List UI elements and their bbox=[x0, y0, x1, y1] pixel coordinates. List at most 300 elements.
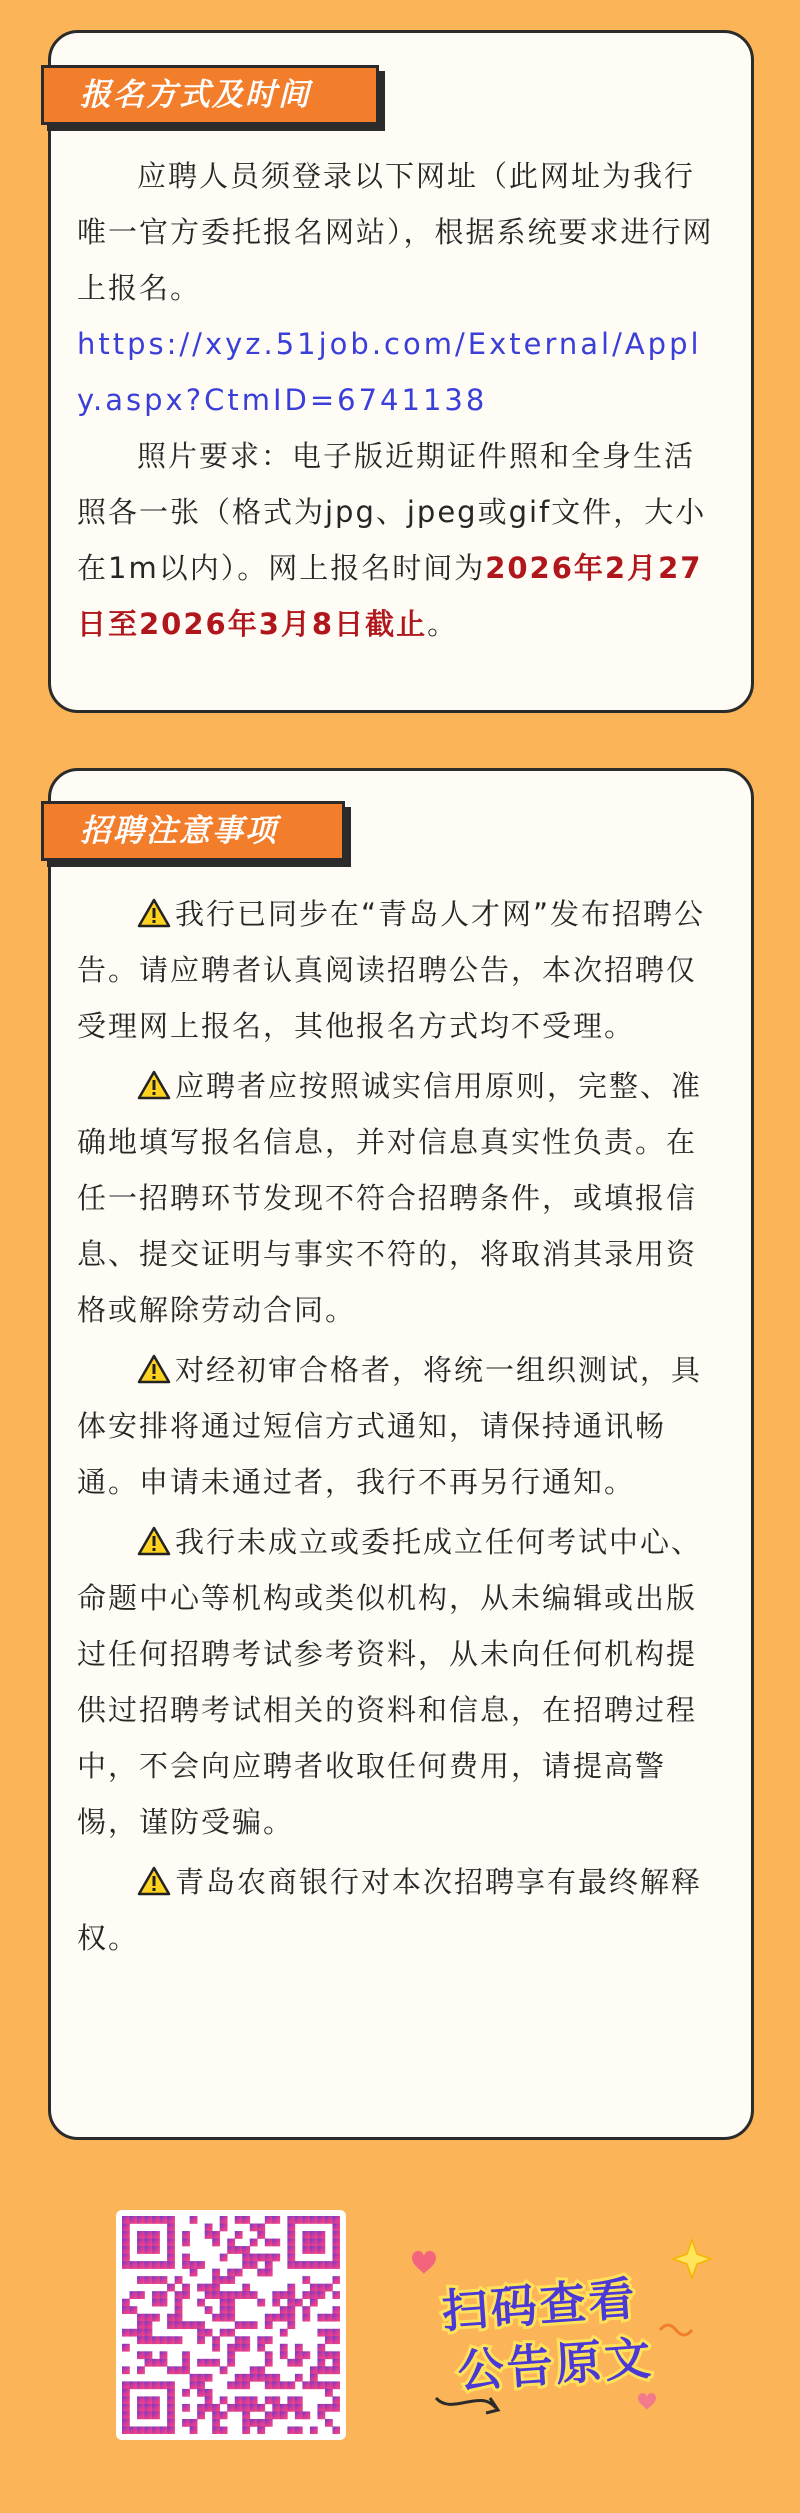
qr-module bbox=[242, 2291, 250, 2299]
qr-module bbox=[287, 2224, 295, 2232]
qr-module bbox=[220, 2276, 228, 2284]
qr-module bbox=[302, 2381, 310, 2389]
qr-module bbox=[145, 2396, 153, 2404]
cta-line2: 公告原文 bbox=[455, 2330, 656, 2399]
qr-module bbox=[317, 2291, 325, 2299]
qr-module bbox=[325, 2284, 333, 2292]
qr-module bbox=[302, 2411, 310, 2419]
notice-item: 应聘者应按照诚实信用原则，完整、准确地填写报名信息，并对信息真实性负责。在任一招聘环节发现不符合招聘条件，或填报信息、提交证明与事实不符的，将取消其录用资格或解除劳动合同。 bbox=[77, 1069, 703, 1327]
qr-module bbox=[190, 2269, 198, 2277]
qr-module bbox=[167, 2321, 175, 2329]
qr-module bbox=[167, 2426, 175, 2434]
qr-module bbox=[205, 2374, 213, 2382]
qr-module bbox=[287, 2359, 295, 2367]
qr-module bbox=[295, 2411, 303, 2419]
qr-module bbox=[250, 2224, 258, 2232]
qr-module bbox=[325, 2329, 333, 2337]
qr-module bbox=[250, 2419, 258, 2427]
qr-module bbox=[167, 2381, 175, 2389]
qr-module bbox=[227, 2246, 235, 2254]
qr-module bbox=[197, 2284, 205, 2292]
qr-module bbox=[242, 2254, 250, 2262]
qr-module bbox=[122, 2389, 130, 2397]
qr-module bbox=[175, 2321, 183, 2329]
notice-item: 我行已同步在“青岛人才网”发布招聘公告。请应聘者认真阅读招聘公告，本次招聘仅受理网上报名，其他报名方式均不受理。 bbox=[77, 897, 706, 1043]
qr-module bbox=[272, 2299, 280, 2307]
qr-module bbox=[287, 2254, 295, 2262]
qr-module bbox=[227, 2329, 235, 2337]
qr-module bbox=[145, 2404, 153, 2412]
qr-module bbox=[317, 2381, 325, 2389]
qr-module bbox=[302, 2261, 310, 2269]
qr-module bbox=[302, 2351, 310, 2359]
qr-module bbox=[175, 2314, 183, 2322]
cta-line1: 扫码查看 bbox=[439, 2271, 640, 2339]
qr-module bbox=[250, 2396, 258, 2404]
qr-module bbox=[145, 2351, 153, 2359]
qr-module bbox=[325, 2351, 333, 2359]
qr-module bbox=[227, 2291, 235, 2299]
qr-module bbox=[317, 2231, 325, 2239]
qr-module bbox=[272, 2291, 280, 2299]
qr-module bbox=[332, 2246, 340, 2254]
qr-module bbox=[130, 2329, 138, 2337]
qr-module bbox=[317, 2261, 325, 2269]
qr-module bbox=[205, 2284, 213, 2292]
qr-module bbox=[220, 2291, 228, 2299]
qr-module bbox=[227, 2269, 235, 2277]
warning-icon bbox=[137, 898, 171, 928]
qr-module bbox=[310, 2381, 318, 2389]
qr-module bbox=[235, 2269, 243, 2277]
qr-module bbox=[137, 2239, 145, 2247]
qr-module bbox=[160, 2291, 168, 2299]
qr-module bbox=[167, 2366, 175, 2374]
qr-module bbox=[325, 2404, 333, 2412]
qr-module bbox=[235, 2336, 243, 2344]
qr-code-image bbox=[122, 2216, 340, 2434]
qr-module bbox=[197, 2381, 205, 2389]
qr-module bbox=[122, 2306, 130, 2314]
qr-module bbox=[242, 2419, 250, 2427]
qr-module bbox=[122, 2344, 130, 2352]
qr-module bbox=[175, 2306, 183, 2314]
qr-module bbox=[235, 2321, 243, 2329]
qr-module bbox=[182, 2284, 190, 2292]
qr-module bbox=[197, 2411, 205, 2419]
qr-module bbox=[137, 2404, 145, 2412]
qr-module bbox=[152, 2261, 160, 2269]
qr-module bbox=[167, 2254, 175, 2262]
notice-text bbox=[77, 886, 725, 1966]
qr-module bbox=[280, 2411, 288, 2419]
qr-module bbox=[332, 2381, 340, 2389]
qr-module bbox=[137, 2321, 145, 2329]
qr-module bbox=[167, 2396, 175, 2404]
qr-module bbox=[205, 2389, 213, 2397]
qr-module bbox=[137, 2381, 145, 2389]
qr-module bbox=[325, 2419, 333, 2427]
qr-module bbox=[152, 2426, 160, 2434]
qr-module bbox=[295, 2351, 303, 2359]
qr-module bbox=[302, 2246, 310, 2254]
qr-module bbox=[265, 2351, 273, 2359]
qr-module bbox=[287, 2426, 295, 2434]
qr-module bbox=[302, 2306, 310, 2314]
qr-module bbox=[190, 2261, 198, 2269]
qr-module bbox=[182, 2404, 190, 2412]
qr-code[interactable] bbox=[116, 2210, 346, 2440]
qr-module bbox=[182, 2254, 190, 2262]
qr-module bbox=[227, 2299, 235, 2307]
qr-module bbox=[197, 2404, 205, 2412]
qr-module bbox=[167, 2419, 175, 2427]
qr-module bbox=[212, 2419, 220, 2427]
qr-module bbox=[242, 2396, 250, 2404]
qr-module bbox=[167, 2261, 175, 2269]
qr-module bbox=[332, 2336, 340, 2344]
qr-module bbox=[295, 2261, 303, 2269]
qr-module bbox=[242, 2246, 250, 2254]
qr-module bbox=[145, 2321, 153, 2329]
qr-module bbox=[310, 2246, 318, 2254]
qr-module bbox=[205, 2329, 213, 2337]
qr-module bbox=[280, 2291, 288, 2299]
qr-module bbox=[212, 2344, 220, 2352]
qr-module bbox=[332, 2224, 340, 2232]
qr-module bbox=[250, 2404, 258, 2412]
qr-module bbox=[265, 2411, 273, 2419]
qr-module bbox=[287, 2246, 295, 2254]
qr-module bbox=[310, 2366, 318, 2374]
qr-module bbox=[122, 2261, 130, 2269]
qr-module bbox=[227, 2239, 235, 2247]
qr-module bbox=[235, 2344, 243, 2352]
qr-module bbox=[167, 2389, 175, 2397]
qr-module bbox=[310, 2426, 318, 2434]
qr-module bbox=[242, 2261, 250, 2269]
qr-module bbox=[302, 2276, 310, 2284]
qr-module bbox=[167, 2231, 175, 2239]
qr-module bbox=[317, 2344, 325, 2352]
qr-module bbox=[205, 2359, 213, 2367]
qr-module bbox=[265, 2336, 273, 2344]
qr-module bbox=[167, 2336, 175, 2344]
qr-module bbox=[250, 2254, 258, 2262]
notice-item: 我行未成立或委托成立任何考试中心、命题中心等机构或类似机构，从未编辑或出版过任何招聘考试参考资料，从未向任何机构提供过招聘考试相关的资料和信息，在招聘过程中，不会向应聘者收取任何费用，请提高警惕，谨防受骗。 bbox=[77, 1525, 703, 1839]
qr-module bbox=[167, 2404, 175, 2412]
qr-module bbox=[167, 2239, 175, 2247]
registration-card bbox=[48, 30, 754, 713]
qr-module bbox=[145, 2426, 153, 2434]
qr-module bbox=[332, 2359, 340, 2367]
qr-module bbox=[235, 2231, 243, 2239]
qr-module bbox=[280, 2351, 288, 2359]
qr-module bbox=[152, 2314, 160, 2322]
qr-module bbox=[190, 2426, 198, 2434]
qr-module bbox=[167, 2411, 175, 2419]
qr-module bbox=[137, 2351, 145, 2359]
qr-module bbox=[242, 2336, 250, 2344]
qr-module bbox=[197, 2336, 205, 2344]
qr-module bbox=[325, 2366, 333, 2374]
qr-module bbox=[332, 2396, 340, 2404]
qr-module bbox=[227, 2359, 235, 2367]
qr-module bbox=[227, 2314, 235, 2322]
qr-module bbox=[152, 2216, 160, 2224]
qr-module bbox=[197, 2321, 205, 2329]
qr-module bbox=[137, 2426, 145, 2434]
qr-module bbox=[272, 2404, 280, 2412]
qr-module bbox=[310, 2239, 318, 2247]
qr-module bbox=[257, 2404, 265, 2412]
qr-module bbox=[197, 2374, 205, 2382]
qr-module bbox=[220, 2329, 228, 2337]
qr-module bbox=[152, 2276, 160, 2284]
qr-module bbox=[325, 2216, 333, 2224]
qr-module bbox=[310, 2231, 318, 2239]
qr-module bbox=[287, 2239, 295, 2247]
qr-module bbox=[332, 2276, 340, 2284]
qr-module bbox=[235, 2374, 243, 2382]
qr-module bbox=[220, 2299, 228, 2307]
qr-module bbox=[257, 2254, 265, 2262]
qr-module bbox=[175, 2276, 183, 2284]
section-tag-label: 招聘注意事项 bbox=[80, 813, 278, 849]
qr-module bbox=[325, 2314, 333, 2322]
qr-module bbox=[137, 2276, 145, 2284]
qr-module bbox=[220, 2426, 228, 2434]
qr-module bbox=[205, 2291, 213, 2299]
qr-module bbox=[122, 2381, 130, 2389]
qr-module bbox=[250, 2291, 258, 2299]
qr-module bbox=[182, 2291, 190, 2299]
qr-module bbox=[302, 2231, 310, 2239]
qr-module bbox=[212, 2426, 220, 2434]
qr-module bbox=[227, 2351, 235, 2359]
qr-module bbox=[332, 2291, 340, 2299]
qr-module bbox=[152, 2359, 160, 2367]
qr-module bbox=[137, 2366, 145, 2374]
warning-icon bbox=[137, 1526, 171, 1556]
qr-module bbox=[317, 2314, 325, 2322]
qr-module bbox=[152, 2396, 160, 2404]
qr-module bbox=[332, 2216, 340, 2224]
section-tag-label: 报名方式及时间 bbox=[80, 77, 311, 113]
qr-module bbox=[287, 2381, 295, 2389]
qr-module bbox=[317, 2404, 325, 2412]
qr-module bbox=[235, 2381, 243, 2389]
qr-module bbox=[197, 2359, 205, 2367]
photo-requirements: 照片要求：电子版近期证件照和全身生活照各一张（格式为jpg、jpeg或gif文件，大小在1m以内）。网上报名时间为2026年2月27日至2026年3月8日截止。 bbox=[77, 439, 707, 641]
qr-module bbox=[287, 2404, 295, 2412]
qr-module bbox=[197, 2299, 205, 2307]
qr-module bbox=[310, 2261, 318, 2269]
qr-module bbox=[257, 2231, 265, 2239]
qr-module bbox=[175, 2366, 183, 2374]
scan-cta bbox=[392, 2220, 722, 2450]
qr-module bbox=[332, 2231, 340, 2239]
qr-module bbox=[160, 2381, 168, 2389]
qr-module bbox=[250, 2261, 258, 2269]
qr-module bbox=[242, 2344, 250, 2352]
qr-module bbox=[257, 2224, 265, 2232]
qr-module bbox=[137, 2291, 145, 2299]
qr-module bbox=[265, 2374, 273, 2382]
qr-module bbox=[310, 2374, 318, 2382]
qr-module bbox=[220, 2366, 228, 2374]
qr-module bbox=[317, 2239, 325, 2247]
qr-module bbox=[257, 2269, 265, 2277]
qr-module bbox=[145, 2329, 153, 2337]
qr-module bbox=[280, 2306, 288, 2314]
qr-module bbox=[130, 2261, 138, 2269]
qr-module bbox=[152, 2299, 160, 2307]
qr-module bbox=[130, 2426, 138, 2434]
warning-icon bbox=[137, 1866, 171, 1896]
qr-module bbox=[287, 2261, 295, 2269]
qr-module bbox=[182, 2321, 190, 2329]
qr-module bbox=[272, 2411, 280, 2419]
qr-module bbox=[325, 2336, 333, 2344]
qr-module bbox=[310, 2284, 318, 2292]
qr-module bbox=[317, 2216, 325, 2224]
qr-module bbox=[130, 2306, 138, 2314]
qr-module bbox=[227, 2381, 235, 2389]
registration-intro: 应聘人员须登录以下网址（此网址为我行唯一官方委托报名网站），根据系统要求进行网上报名。 bbox=[77, 159, 714, 305]
qr-module bbox=[295, 2426, 303, 2434]
qr-module bbox=[145, 2276, 153, 2284]
qr-module bbox=[137, 2314, 145, 2322]
qr-module bbox=[242, 2284, 250, 2292]
qr-module bbox=[325, 2381, 333, 2389]
qr-module bbox=[137, 2396, 145, 2404]
qr-module bbox=[265, 2216, 273, 2224]
qr-module bbox=[317, 2366, 325, 2374]
qr-module bbox=[227, 2404, 235, 2412]
qr-module bbox=[212, 2359, 220, 2367]
qr-module bbox=[167, 2216, 175, 2224]
qr-module bbox=[287, 2291, 295, 2299]
deadline-text: 2026年2月27日至2026年3月8日截止 bbox=[77, 551, 703, 641]
qr-module bbox=[227, 2276, 235, 2284]
qr-module bbox=[325, 2389, 333, 2397]
qr-module bbox=[160, 2216, 168, 2224]
qr-module bbox=[152, 2291, 160, 2299]
qr-module bbox=[197, 2261, 205, 2269]
qr-module bbox=[122, 2254, 130, 2262]
qr-module bbox=[145, 2314, 153, 2322]
qr-module bbox=[122, 2239, 130, 2247]
heart-icon bbox=[412, 2251, 436, 2274]
qr-module bbox=[317, 2411, 325, 2419]
qr-module bbox=[197, 2329, 205, 2337]
qr-module bbox=[175, 2299, 183, 2307]
qr-module bbox=[332, 2404, 340, 2412]
qr-module bbox=[130, 2216, 138, 2224]
qr-module bbox=[272, 2239, 280, 2247]
qr-module bbox=[310, 2299, 318, 2307]
qr-module bbox=[205, 2306, 213, 2314]
qr-module bbox=[220, 2224, 228, 2232]
qr-module bbox=[242, 2404, 250, 2412]
section-tag-notice bbox=[41, 801, 345, 861]
qr-module bbox=[317, 2351, 325, 2359]
qr-module bbox=[145, 2411, 153, 2419]
qr-module bbox=[332, 2426, 340, 2434]
qr-module bbox=[265, 2359, 273, 2367]
qr-module bbox=[175, 2291, 183, 2299]
qr-module bbox=[212, 2269, 220, 2277]
qr-module bbox=[152, 2404, 160, 2412]
heart-icon bbox=[638, 2393, 656, 2410]
qr-module bbox=[235, 2404, 243, 2412]
qr-module bbox=[257, 2426, 265, 2434]
qr-module bbox=[272, 2314, 280, 2322]
qr-module bbox=[182, 2231, 190, 2239]
qr-module bbox=[235, 2291, 243, 2299]
notice-item: 青岛农商银行对本次招聘享有最终解释权。 bbox=[77, 1865, 703, 1955]
qr-module bbox=[332, 2306, 340, 2314]
qr-module bbox=[302, 2239, 310, 2247]
qr-module bbox=[295, 2359, 303, 2367]
qr-module bbox=[265, 2321, 273, 2329]
qr-module bbox=[160, 2299, 168, 2307]
qr-module bbox=[182, 2419, 190, 2427]
qr-module bbox=[145, 2336, 153, 2344]
qr-module bbox=[287, 2306, 295, 2314]
qr-module bbox=[295, 2404, 303, 2412]
qr-module bbox=[287, 2396, 295, 2404]
qr-module bbox=[280, 2329, 288, 2337]
qr-module bbox=[227, 2344, 235, 2352]
qr-module bbox=[145, 2359, 153, 2367]
qr-module bbox=[137, 2336, 145, 2344]
qr-module bbox=[122, 2404, 130, 2412]
qr-module bbox=[257, 2299, 265, 2307]
qr-module bbox=[272, 2216, 280, 2224]
section-tag-registration bbox=[41, 65, 379, 125]
notice-card bbox=[48, 768, 754, 2140]
qr-module bbox=[137, 2216, 145, 2224]
qr-module bbox=[295, 2344, 303, 2352]
qr-module bbox=[160, 2359, 168, 2367]
qr-module bbox=[280, 2404, 288, 2412]
qr-module bbox=[332, 2239, 340, 2247]
qr-module bbox=[257, 2419, 265, 2427]
qr-module bbox=[212, 2404, 220, 2412]
qr-module bbox=[302, 2291, 310, 2299]
qr-module bbox=[160, 2336, 168, 2344]
apply-link[interactable]: https://xyz.51job.com/External/Apply.aspx?CtmID=6741138 bbox=[77, 327, 702, 417]
qr-module bbox=[152, 2336, 160, 2344]
qr-module bbox=[122, 2224, 130, 2232]
qr-module bbox=[152, 2246, 160, 2254]
qr-module bbox=[152, 2411, 160, 2419]
qr-module bbox=[317, 2246, 325, 2254]
qr-module bbox=[122, 2299, 130, 2307]
qr-module bbox=[122, 2419, 130, 2427]
qr-module bbox=[182, 2389, 190, 2397]
qr-module bbox=[137, 2246, 145, 2254]
qr-module bbox=[220, 2216, 228, 2224]
qr-module bbox=[212, 2284, 220, 2292]
qr-module bbox=[190, 2321, 198, 2329]
qr-module bbox=[265, 2254, 273, 2262]
qr-module bbox=[235, 2216, 243, 2224]
qr-module bbox=[250, 2374, 258, 2382]
qr-module bbox=[235, 2396, 243, 2404]
